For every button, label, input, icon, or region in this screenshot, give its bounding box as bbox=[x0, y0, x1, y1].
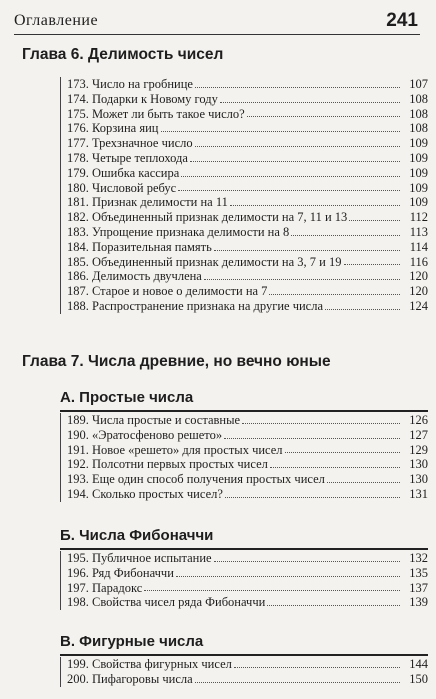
toc-entry-page: 108 bbox=[409, 91, 428, 106]
toc-entry-page: 135 bbox=[409, 565, 428, 580]
toc-entry-page: 144 bbox=[409, 657, 428, 671]
toc-entry-title: 195. Публичное испытание bbox=[67, 551, 212, 565]
section-b-heading bbox=[60, 527, 428, 550]
toc-entry bbox=[63, 151, 428, 166]
toc-entry-title: 188. Распространение признака на другие числа bbox=[67, 298, 324, 313]
toc-entry bbox=[63, 595, 428, 610]
dot-leader bbox=[190, 161, 400, 162]
section-c-entries bbox=[60, 657, 428, 687]
chapter-6-heading: Глава 6. Делимость чисел bbox=[22, 46, 224, 63]
toc-entry bbox=[63, 443, 428, 458]
toc-entry bbox=[63, 672, 428, 687]
dot-leader bbox=[144, 590, 400, 591]
dot-leader bbox=[291, 235, 400, 236]
dot-leader bbox=[176, 576, 400, 577]
toc-entry-title: 182. Объединенный признак делимости на 7, 11 и 13 bbox=[67, 210, 348, 225]
toc-entry bbox=[63, 121, 428, 136]
toc-entry-page: 120 bbox=[409, 284, 428, 299]
toc-entry bbox=[63, 457, 428, 472]
toc-entry-page: 120 bbox=[409, 269, 428, 284]
toc-entry-title: 183. Упрощение признака делимости на 8 bbox=[67, 224, 290, 239]
toc-entry-title: 186. Делимость двучлена bbox=[67, 269, 202, 284]
toc-entry-page: 130 bbox=[409, 472, 428, 487]
toc-entry bbox=[63, 136, 428, 151]
page-number: 241 bbox=[386, 10, 418, 31]
toc-entry-title: 196. Ряд Фибоначчи bbox=[67, 565, 174, 580]
dot-leader bbox=[269, 294, 400, 295]
section-c-rule bbox=[60, 654, 428, 656]
section-a-heading bbox=[60, 389, 428, 412]
toc-entry-title: 173. Число на гробнице bbox=[67, 77, 193, 91]
toc-entry bbox=[63, 428, 428, 443]
toc-entry-title: 192. Полсотни первых простых чисел bbox=[67, 457, 268, 472]
toc-entry-title: 176. Корзина яиц bbox=[67, 121, 159, 136]
toc-entry-title: 200. Пифагоровы числа bbox=[67, 671, 193, 686]
toc-entry-page: 132 bbox=[409, 551, 428, 565]
dot-leader bbox=[247, 116, 400, 117]
dot-leader bbox=[195, 87, 400, 88]
toc-entry-title: 197. Парадокс bbox=[67, 580, 143, 595]
toc-entry-title: 193. Еще один способ получения простых чисел bbox=[67, 472, 325, 487]
toc-entry bbox=[63, 225, 428, 240]
toc-entry-title: 179. Ошибка кассира bbox=[67, 165, 180, 180]
toc-entry-page: 112 bbox=[409, 210, 428, 225]
toc-entry-title: 185. Объединенный признак делимости на 3, 7 и 19 bbox=[67, 254, 342, 269]
section-c-title: В. Фигурные числа bbox=[60, 633, 204, 650]
toc-entry bbox=[63, 413, 428, 428]
toc-entry-page: 108 bbox=[409, 106, 428, 121]
toc-entry-title: 178. Четыре теплохода bbox=[67, 150, 188, 165]
dot-leader bbox=[242, 423, 400, 424]
running-title: Оглавление bbox=[14, 12, 99, 29]
toc-entry-page: 114 bbox=[409, 239, 428, 254]
chapter-6-entries bbox=[60, 77, 428, 314]
toc-entry bbox=[63, 284, 428, 299]
toc-entry bbox=[63, 77, 428, 92]
toc-entry-page: 137 bbox=[409, 580, 428, 595]
toc-entry-page: 109 bbox=[409, 150, 428, 165]
dot-leader bbox=[285, 452, 400, 453]
dot-leader bbox=[220, 102, 400, 103]
toc-entry-page: 126 bbox=[409, 413, 428, 427]
dot-leader bbox=[181, 176, 400, 177]
toc-entry-title: 177. Трехзначное число bbox=[67, 136, 193, 151]
toc-entry-page: 109 bbox=[409, 165, 428, 180]
toc-entry-title: 194. Сколько простых чисел? bbox=[67, 486, 223, 501]
dot-leader bbox=[267, 605, 400, 606]
toc-entry-page: 150 bbox=[409, 671, 428, 686]
dot-leader bbox=[230, 205, 400, 206]
toc-entry bbox=[63, 472, 428, 487]
toc-entry-page: 129 bbox=[409, 442, 428, 457]
toc-entry-title: 190. «Эратосфеново решето» bbox=[67, 427, 223, 442]
dot-leader bbox=[270, 467, 400, 468]
dot-leader bbox=[161, 131, 401, 132]
chapter-7-heading: Глава 7. Числа древние, но вечно юные bbox=[22, 353, 331, 370]
toc-entry bbox=[63, 240, 428, 255]
toc-entry bbox=[63, 299, 428, 314]
section-b-entries bbox=[60, 551, 428, 610]
toc-entry-title: 180. Числовой ребус bbox=[67, 180, 177, 195]
toc-entry bbox=[63, 657, 428, 672]
toc-entry-title: 198. Свойства чисел ряда Фибоначчи bbox=[67, 595, 266, 610]
toc-entry-page: 109 bbox=[409, 136, 428, 151]
toc-entry bbox=[63, 107, 428, 122]
toc-entry-title: 174. Подарки к Новому году bbox=[67, 91, 218, 106]
toc-entry-page: 139 bbox=[409, 595, 428, 610]
dot-leader bbox=[214, 250, 400, 251]
toc-entry-title: 187. Старое и новое о делимости на 7 bbox=[67, 284, 268, 299]
toc-entry-page: 108 bbox=[409, 121, 428, 136]
section-c-heading bbox=[60, 633, 428, 656]
toc-entry-title: 181. Признак делимости на 11 bbox=[67, 195, 228, 210]
dot-leader bbox=[234, 667, 400, 668]
toc-entry-page: 109 bbox=[409, 180, 428, 195]
dot-leader bbox=[325, 309, 400, 310]
toc-entry bbox=[63, 269, 428, 284]
toc-entry-page: 131 bbox=[409, 486, 428, 501]
toc-entry-page: 113 bbox=[409, 224, 428, 239]
toc-entry-page: 124 bbox=[409, 298, 428, 313]
section-a-title: А. Простые числа bbox=[60, 389, 194, 406]
toc-entry-title: 189. Числа простые и составные bbox=[67, 413, 241, 427]
toc-entry-title: 199. Свойства фигурных чисел bbox=[67, 657, 232, 671]
toc-entry bbox=[63, 181, 428, 196]
toc-entry-page: 107 bbox=[409, 77, 428, 91]
toc-entry-title: 184. Поразительная память bbox=[67, 239, 212, 254]
page-header bbox=[14, 10, 420, 35]
dot-leader bbox=[195, 682, 400, 683]
dot-leader bbox=[225, 497, 400, 498]
toc-entry-page: 130 bbox=[409, 457, 428, 472]
toc-entry-page: 109 bbox=[409, 195, 428, 210]
toc-entry bbox=[63, 255, 428, 270]
section-a-rule bbox=[60, 410, 428, 412]
toc-entry-page: 116 bbox=[409, 254, 428, 269]
toc-entry bbox=[63, 210, 428, 225]
toc-entry bbox=[63, 551, 428, 566]
toc-entry bbox=[63, 195, 428, 210]
toc-entry-page: 127 bbox=[409, 427, 428, 442]
toc-entry bbox=[63, 487, 428, 502]
toc-entry-title: 175. Может ли быть такое число? bbox=[67, 106, 245, 121]
toc-entry bbox=[63, 166, 428, 181]
dot-leader bbox=[195, 146, 400, 147]
dot-leader bbox=[214, 561, 400, 562]
dot-leader bbox=[224, 438, 400, 439]
section-a-entries bbox=[60, 413, 428, 502]
toc-entry bbox=[63, 92, 428, 107]
section-b-title: Б. Числа Фибоначчи bbox=[60, 527, 214, 544]
section-b-rule bbox=[60, 548, 428, 550]
dot-leader bbox=[349, 220, 400, 221]
dot-leader bbox=[204, 279, 400, 280]
toc-entry bbox=[63, 566, 428, 581]
dot-leader bbox=[327, 482, 400, 483]
toc-entry-title: 191. Новое «решето» для простых чисел bbox=[67, 442, 283, 457]
toc-entry bbox=[63, 581, 428, 596]
dot-leader bbox=[344, 264, 401, 265]
dot-leader bbox=[178, 190, 400, 191]
